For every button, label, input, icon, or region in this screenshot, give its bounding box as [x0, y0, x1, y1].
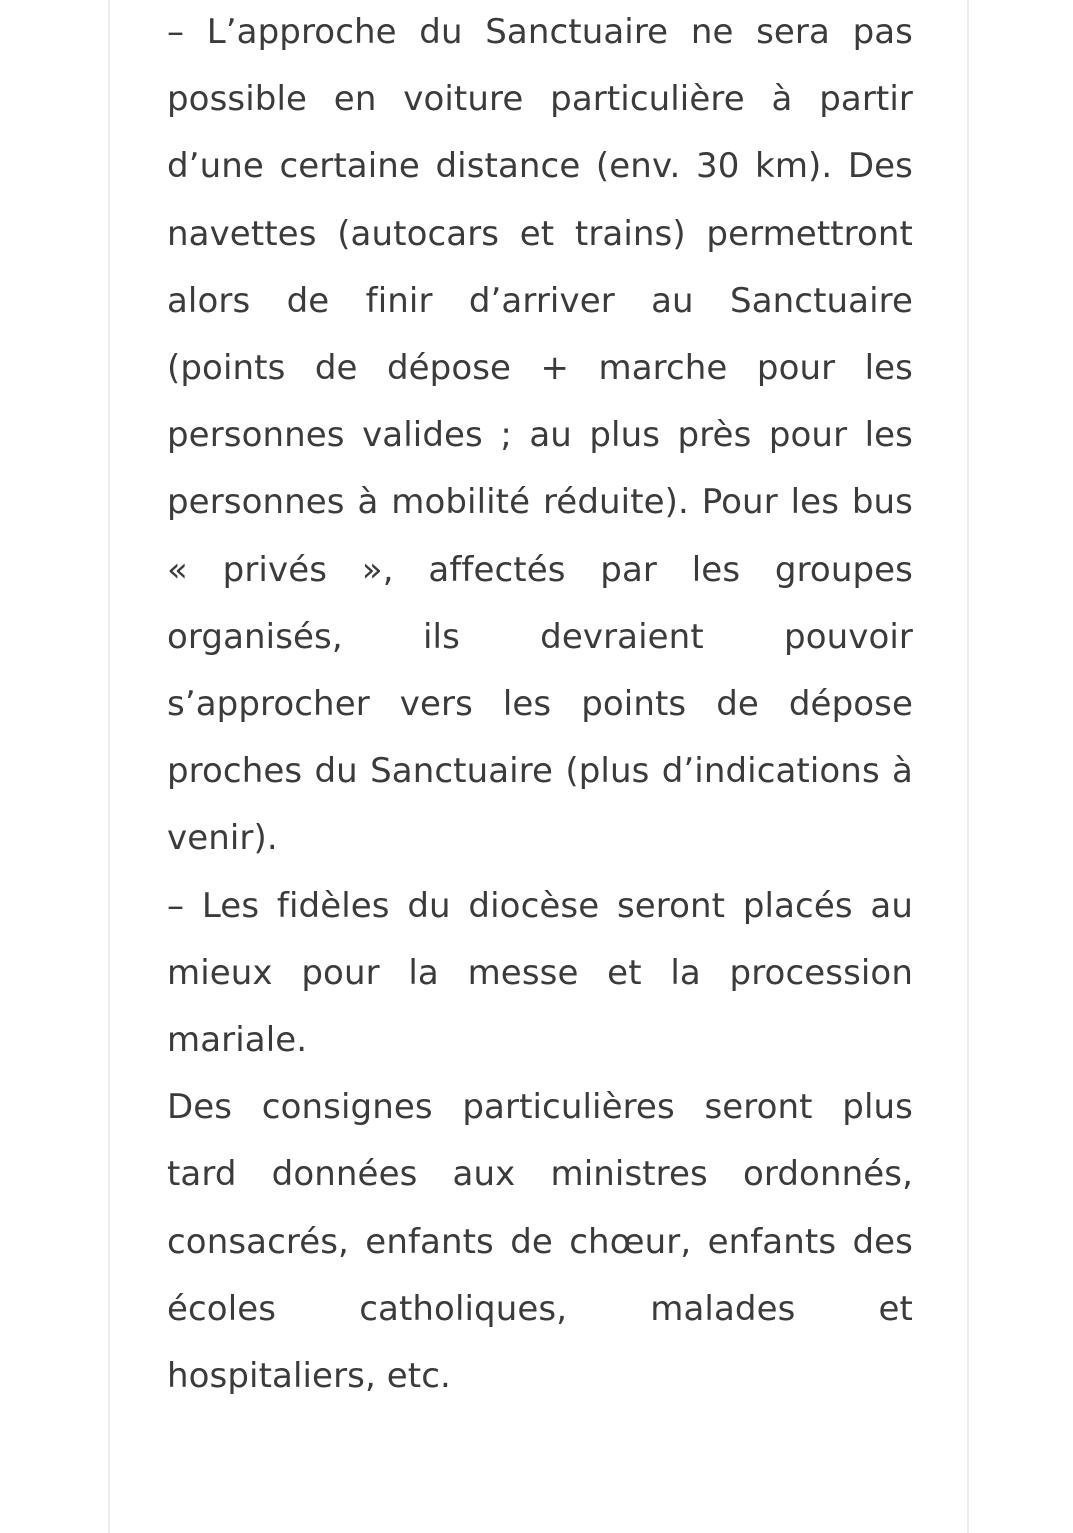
paragraph-instructions: Des consignes particulières seront plus tard données aux ministres ordonnés, consacrés, enfants de chœur, enfants des écoles catholiques, malades et hospitaliers, etc. [167, 1087, 913, 1397]
article-body [167, 0, 913, 1410]
paragraph-approach: – L’approche du Sanctuaire ne sera pas possible en voiture particulière à partir d’une certaine distance (env. 30 km). Des navettes (autocars et trains) permettront alors de finir d’arriver au Sanctuaire (points de dépose + marche pour les personnes valides ; au plus près pour les personnes à mobilité réduite). Pour les bus « privés », affectés par les groupes organisés, ils devraient pouvoir s’approcher vers les points de dépose proches du Sanctuaire (plus d’indications à venir). [167, 12, 913, 859]
paragraph-faithful: – Les fidèles du diocèse seront placés au mieux pour la messe et la procession mariale. [167, 885, 913, 1061]
